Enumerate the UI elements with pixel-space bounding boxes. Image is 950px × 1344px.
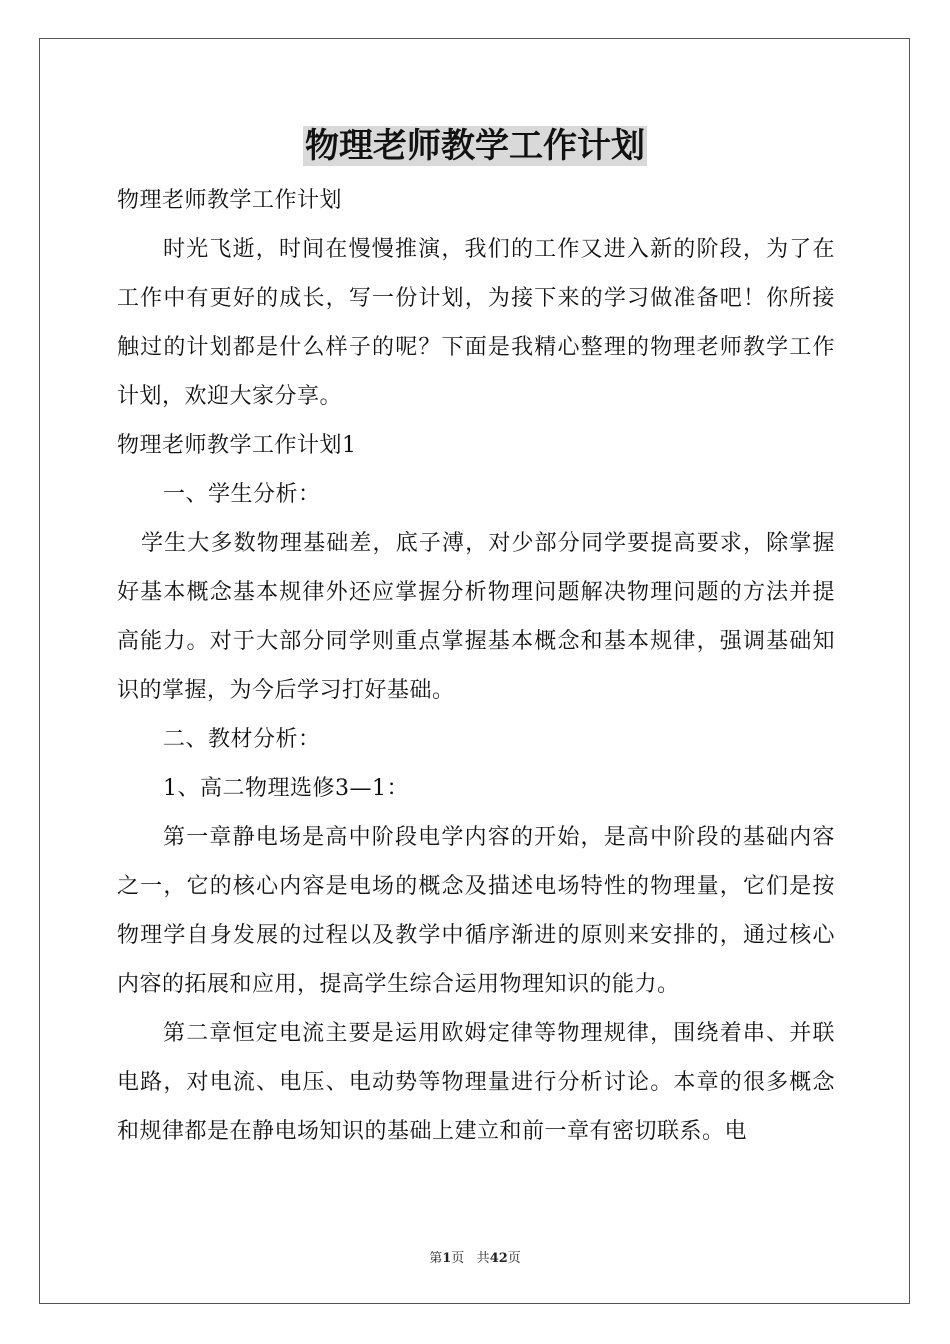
document-title-text: 物理老师教学工作计划 xyxy=(305,126,645,166)
paragraph-chapter-one: 第一章静电场是高中阶段电学内容的开始，是高中阶段的基础内容之一，它的核心内容是电场的概念及描述电场特性的物理量，它们是按物理学自身发展的过程以及教学中循序渐进的原则来安排的，通过核心内容的拓展和应用，提高学生综合运用物理知识的能力。 xyxy=(117,825,835,997)
paragraph-subtitle: 物理老师教学工作计划 xyxy=(117,188,343,213)
footer-page-number: 1 xyxy=(442,1251,452,1266)
paragraph-course-heading: 1、高二物理选修3—1： xyxy=(163,776,409,801)
footer-total-pages: 42 xyxy=(489,1251,508,1266)
paragraph-chapter-two: 第二章恒定电流主要是运用欧姆定律等物理规律，围绕着串、并联电路，对电流、电压、电动势等物理量进行分析讨论。本章的很多概念和规律都是在静电场知识的基础上建立和前一章有密切联系。电 xyxy=(117,1021,835,1144)
footer-total-suffix: 页 xyxy=(507,1251,521,1266)
footer-page-suffix: 页 xyxy=(451,1251,465,1266)
paragraph-student-analysis: 学生大多数物理基础差，底子溥，对少部分同学要提高要求，除掌握好基本概念基本规律外还应掌握分析物理问题解决物理问题的方法并提高能力。对于大部分同学则重点掌握基本概念和基本规律，强调基础知识的掌握，为今后学习打好基础。 xyxy=(117,531,835,703)
page-footer xyxy=(0,1247,950,1266)
paragraph-intro: 时光飞逝，时间在慢慢推演，我们的工作又进入新的阶段，为了在工作中有更好的成长，写一份计划，为接下来的学习做准备吧！你所接触过的计划都是什么样子的呢？下面是我精心整理的物理老师教学工作计划，欢迎大家分享。 xyxy=(117,237,835,409)
footer-page-prefix: 第 xyxy=(429,1251,443,1266)
document-body xyxy=(117,176,835,1156)
paragraph-section-heading: 物理老师教学工作计划1 xyxy=(117,433,357,458)
footer-total-prefix: 共 xyxy=(476,1251,490,1266)
document-title xyxy=(0,124,950,168)
paragraph-textbook-analysis-heading: 二、教材分析： xyxy=(163,727,321,752)
paragraph-student-analysis-heading: 一、学生分析： xyxy=(163,482,321,507)
